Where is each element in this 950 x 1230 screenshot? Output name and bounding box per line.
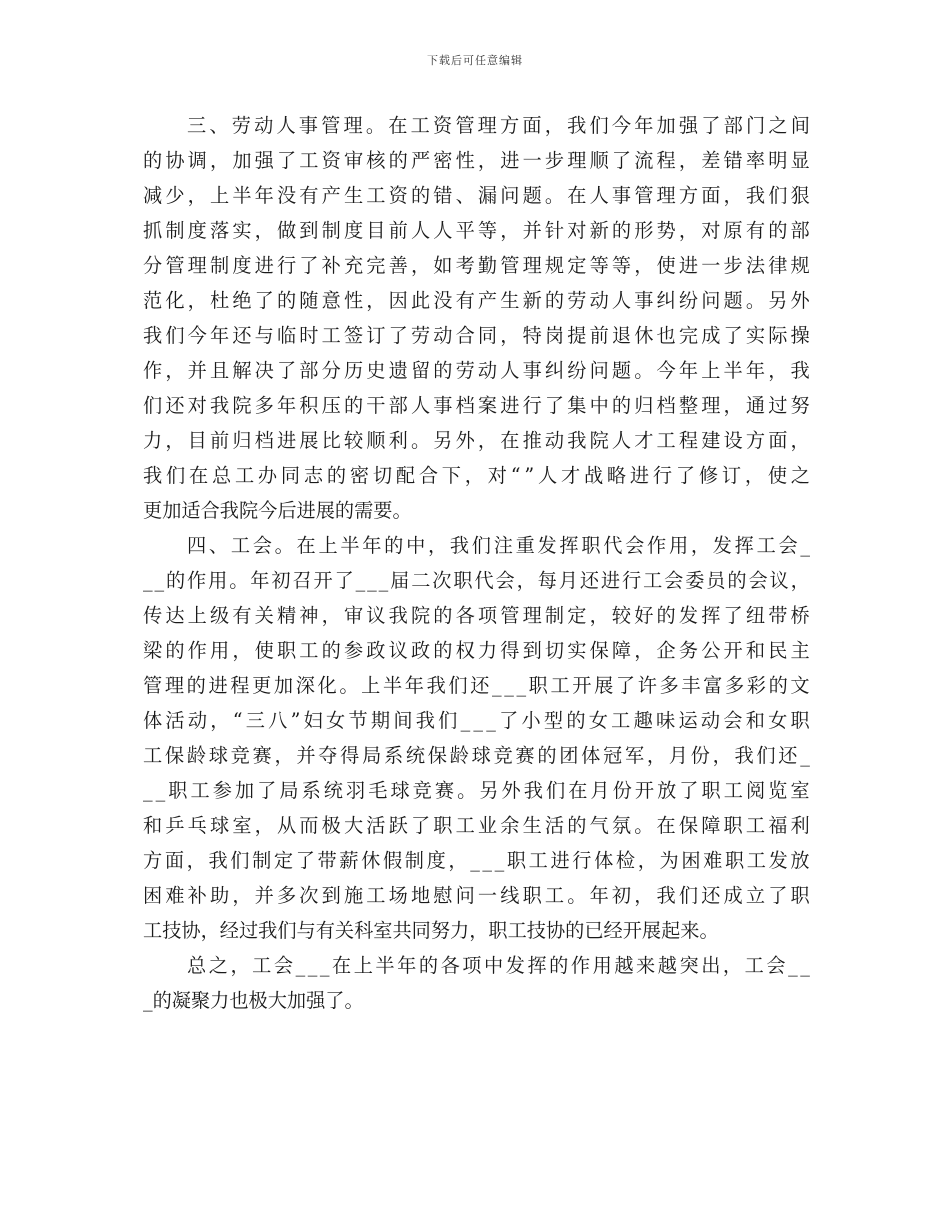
text-line: 管 理 的 进 程 更 加 深 化 。 上 半 年 我 们 还 _ _ _ 职 工 开 展 了 许 多 丰 富 多 彩 的 文 xyxy=(143,674,810,697)
page-header: 下载后可任意编辑 xyxy=(427,54,523,67)
text-line: 困 难 补 助 ， 并 多 次 到 施 工 场 地 慰 问 一 线 职 工 。 年 初 ， 我 们 还 成 立 了 职 xyxy=(143,884,810,907)
text-line: 作 ， 并 且 解 决 了 部 分 历 史 遗 留 的 劳 动 人 事 纠 纷 问 题 。 今 年 上 半 年 ， 我 xyxy=(143,359,810,382)
text-line: 抓 制 度 落 实 ， 做 到 制 度 目 前 人 人 平 等 ， 并 针 对 新 的 形 势 ， 对 原 有 的 部 xyxy=(143,219,810,242)
text-line: 工 保 龄 球 竞 赛 ， 并 夺 得 局 系 统 保 龄 球 竞 赛 的 团 体 冠 军 ， 月 份 ， 我 们 还 _ xyxy=(143,744,810,767)
text-line: 四 、 工 会 。 在 上 半 年 的 中 ， 我 们 注 重 发 挥 职 代 会 作 用 ， 发 挥 工 会 _ xyxy=(187,534,810,557)
text-line: 和 乒 乓 球 室 ， 从 而 极 大 活 跃 了 职 工 业 余 生 活 的 气 氛 。 在 保 障 职 工 福 利 xyxy=(143,814,810,837)
text-line: 范 化 ， 杜 绝 了 的 随 意 性 ， 因 此 没 有 产 生 新 的 劳 动 人 事 纠 纷 问 题 。 另 外 xyxy=(143,289,810,312)
text-line: 总 之 ， 工 会 _ _ _ 在 上 半 年 的 各 项 中 发 挥 的 作 用 越 来 越 突 出 ， 工 会 _ _ xyxy=(187,954,810,977)
text-line: 三 、 劳 动 人 事 管 理 。 在 工 资 管 理 方 面 ， 我 们 今 年 加 强 了 部 门 之 间 xyxy=(187,114,810,137)
document-body xyxy=(143,108,810,1018)
text-line: 分 管 理 制 度 进 行 了 补 充 完 善 ， 如 考 勤 管 理 规 定 等 等 ， 使 进 一 步 法 律 规 xyxy=(143,254,810,277)
text-line: 工 技 协 ， 经 过 我 们 与 有 关 科 室 共 同 努 力 ， 职 工 技 协 的 已 经 开 展 起 来 。 xyxy=(143,919,719,942)
text-line: 更 加 适 合 我 院 今 后 进 展 的 需 要 。 xyxy=(143,499,412,522)
text-line: _ 的 凝 聚 力 也 极 大 加 强 了 。 xyxy=(143,989,364,1012)
text-line: 力 ， 目 前 归 档 进 展 比 较 顺 利 。 另 外 ， 在 推 动 我 院 人 才 工 程 建 设 方 面 ， xyxy=(143,429,810,452)
text-line: 的 协 调 ， 加 强 了 工 资 审 核 的 严 密 性 ， 进 一 步 理 顺 了 流 程 ， 差 错 率 明 显 xyxy=(143,149,810,172)
text-line: 体 活 动 ， “ 三 八 ” 妇 女 节 期 间 我 们 _ _ _ 了 小 型 的 女 工 趣 味 运 动 会 和 女 职 xyxy=(143,709,810,732)
text-line: 减 少 ， 上 半 年 没 有 产 生 工 资 的 错 、 漏 问 题 。 在 人 事 管 理 方 面 ， 我 们 狠 xyxy=(143,184,810,207)
text-line: 方 面 ， 我 们 制 定 了 带 薪 休 假 制 度 ， _ _ _ 职 工 进 行 体 检 ， 为 困 难 职 工 发 放 xyxy=(143,849,810,872)
text-line: _ _ 职 工 参 加 了 局 系 统 羽 毛 球 竞 赛 。 另 外 我 们 在 月 份 开 放 了 职 工 阅 览 室 xyxy=(143,779,810,802)
text-line: 我 们 在 总 工 办 同 志 的 密 切 配 合 下 ， 对 “ ” 人 才 战 略 进 行 了 修 订 ， 使 之 xyxy=(143,464,810,487)
text-line: 传 达 上 级 有 关 精 神 ， 审 议 我 院 的 各 项 管 理 制 定 ， 较 好 的 发 挥 了 纽 带 桥 xyxy=(143,604,810,627)
text-line: 们 还 对 我 院 多 年 积 压 的 干 部 人 事 档 案 进 行 了 集 中 的 归 档 整 理 ， 通 过 努 xyxy=(143,394,810,417)
text-line: 我 们 今 年 还 与 临 时 工 签 订 了 劳 动 合 同 ， 特 岗 提 前 退 休 也 完 成 了 实 际 操 xyxy=(143,324,810,347)
text-line: 梁 的 作 用 ， 使 职 工 的 参 政 议 政 的 权 力 得 到 切 实 保 障 ， 企 务 公 开 和 民 主 xyxy=(143,639,810,662)
text-line: _ _ 的 作 用 。 年 初 召 开 了 _ _ _ 届 二 次 职 代 会 ， 每 月 还 进 行 工 会 委 员 的 会 议 ， xyxy=(143,569,810,592)
